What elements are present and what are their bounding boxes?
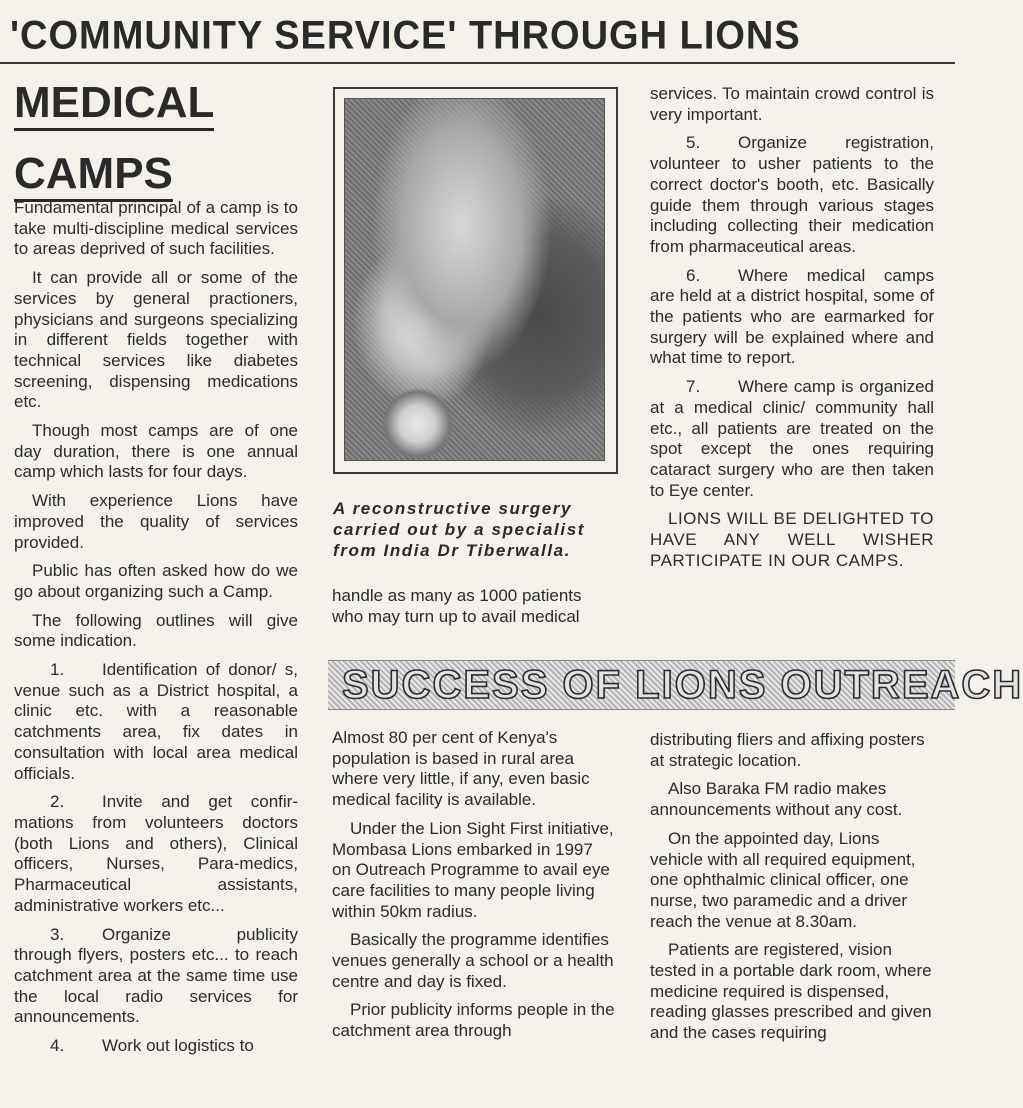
item-text: Where medical camps are held at a district hospital, some of the patients who are earmarked for surgery will be explained where and what time to report.: [650, 265, 934, 368]
photo-frame: [333, 87, 618, 474]
item-number: 1.: [50, 660, 65, 680]
paragraph: Public has often asked how do we go about organizing such a Camp.: [14, 561, 298, 601]
paragraph: Fundamental principal of a camp is to take multi-discipline medical services to areas deprived of such facilities.: [14, 198, 298, 259]
outreach-column-2: [650, 730, 934, 1052]
outreach-column-1: [332, 728, 616, 1050]
list-item: [14, 925, 298, 1029]
article-heading: [14, 72, 314, 214]
item-number: 7.: [686, 377, 701, 397]
paragraph: distributing fliers and affixing posters at strategic location.: [650, 730, 925, 770]
paragraph: services. To maintain crowd control is very important.: [650, 84, 934, 124]
item-number: 4.: [50, 1036, 65, 1056]
paragraph: Under the Lion Sight First initiative, Mombasa Lions embarked in 1997 on Outreach Programme to avail eye care facilities to many people living within 50km radius.: [332, 818, 614, 921]
photo-caption: A reconstructive surgery carried out by a specialist from India Dr Tiberwalla.: [333, 499, 586, 560]
item-number: 5.: [686, 133, 701, 153]
heading-line-2: CAMPS: [14, 149, 173, 202]
list-item: [14, 792, 298, 916]
item-text: Where camp is organized at a medical clinic/ community hall etc., all patients are treated on the spot except the ones requiring cataract surgery who are then taken to Eye center.: [650, 377, 934, 500]
article-column-2-continuation: [332, 586, 616, 635]
item-number: 3.: [50, 924, 65, 944]
list-item: [650, 377, 934, 501]
paragraph: Almost 80 per cent of Kenya's population is based in rural area where very little, if any, even basic medical facility is available.: [332, 728, 590, 810]
surgery-photo: [344, 98, 605, 461]
list-item: [14, 660, 298, 784]
list-item: [650, 266, 934, 370]
paragraph: The following outlines will give some indication.: [14, 610, 298, 651]
list-item: [650, 133, 934, 257]
heading-line-1: MEDICAL: [14, 78, 214, 131]
item-number: 2.: [50, 792, 65, 812]
paragraph: Basically the programme identifies venues generally a school or a health centre and day is fixed.: [332, 930, 614, 991]
paragraph: It can provide all or some of the services by general practioners, physicians and surgeons specializing in different fields together with technical services like diabetes screening, dispensing medications etc.: [14, 268, 298, 412]
item-text: Organize publicity through flyers, posters etc... to reach catchment area at the same time use the local radio services for announcements.: [14, 924, 298, 1027]
paragraph: With experience Lions have improved the quality of services provided.: [14, 491, 298, 552]
item-text: Organize registration, volunteer to usher patients to the correct doctor's booth, etc. Basically guide them through various stages including collecting their medication from pharmaceutical areas.: [650, 133, 934, 256]
list-item: [14, 1036, 298, 1057]
item-number: 6.: [686, 265, 701, 285]
section-banner: [328, 660, 1023, 710]
paragraph: Also Baraka FM radio makes announcements without any cost.: [650, 779, 903, 820]
page-title: 'COMMUNITY SERVICE' THROUGH LIONS: [10, 14, 801, 59]
item-text: Work out logistics to: [102, 1036, 254, 1056]
article-column-3: [650, 84, 934, 579]
title-rule: [0, 62, 955, 64]
article-column-1: [14, 198, 298, 1065]
paragraph: handle as many as 1000 patients who may turn up to avail medical: [332, 586, 582, 626]
closing-statement: LIONS WILL BE DELIGHTED TO HAVE ANY WELL WISHER PARTICIPATE IN OUR CAMPS.: [650, 509, 934, 570]
banner-heading: SUCCESS OF LIONS OUTREACH: [342, 663, 1023, 707]
paragraph: Patients are registered, vision tested in a portable dark room, where medicine required is dispensed, reading glasses prescribed and given and the cases requiring: [650, 940, 932, 1043]
item-text: Identification of donor/ s, venue such as a District hospital, a clinic etc. with a reasonable catchments area, fix dates in consultation with local area medical officials.: [14, 660, 298, 783]
item-text: Invite and get confir- mations from volunteers doctors (both Lions and others), Clinical officers, Nurses, Para-medics, Pharmaceutical assistants, administrative workers etc...: [14, 792, 298, 915]
paragraph: On the appointed day, Lions vehicle with all required equipment, one ophthalmic clinical officer, one nurse, two paramedic and a driver reach the venue at 8.30am.: [650, 828, 916, 931]
paragraph: Though most camps are of one day duration, there is one annual camp which lasts for four days.: [14, 421, 298, 482]
paragraph: Prior publicity informs people in the catchment area through: [332, 1000, 615, 1041]
